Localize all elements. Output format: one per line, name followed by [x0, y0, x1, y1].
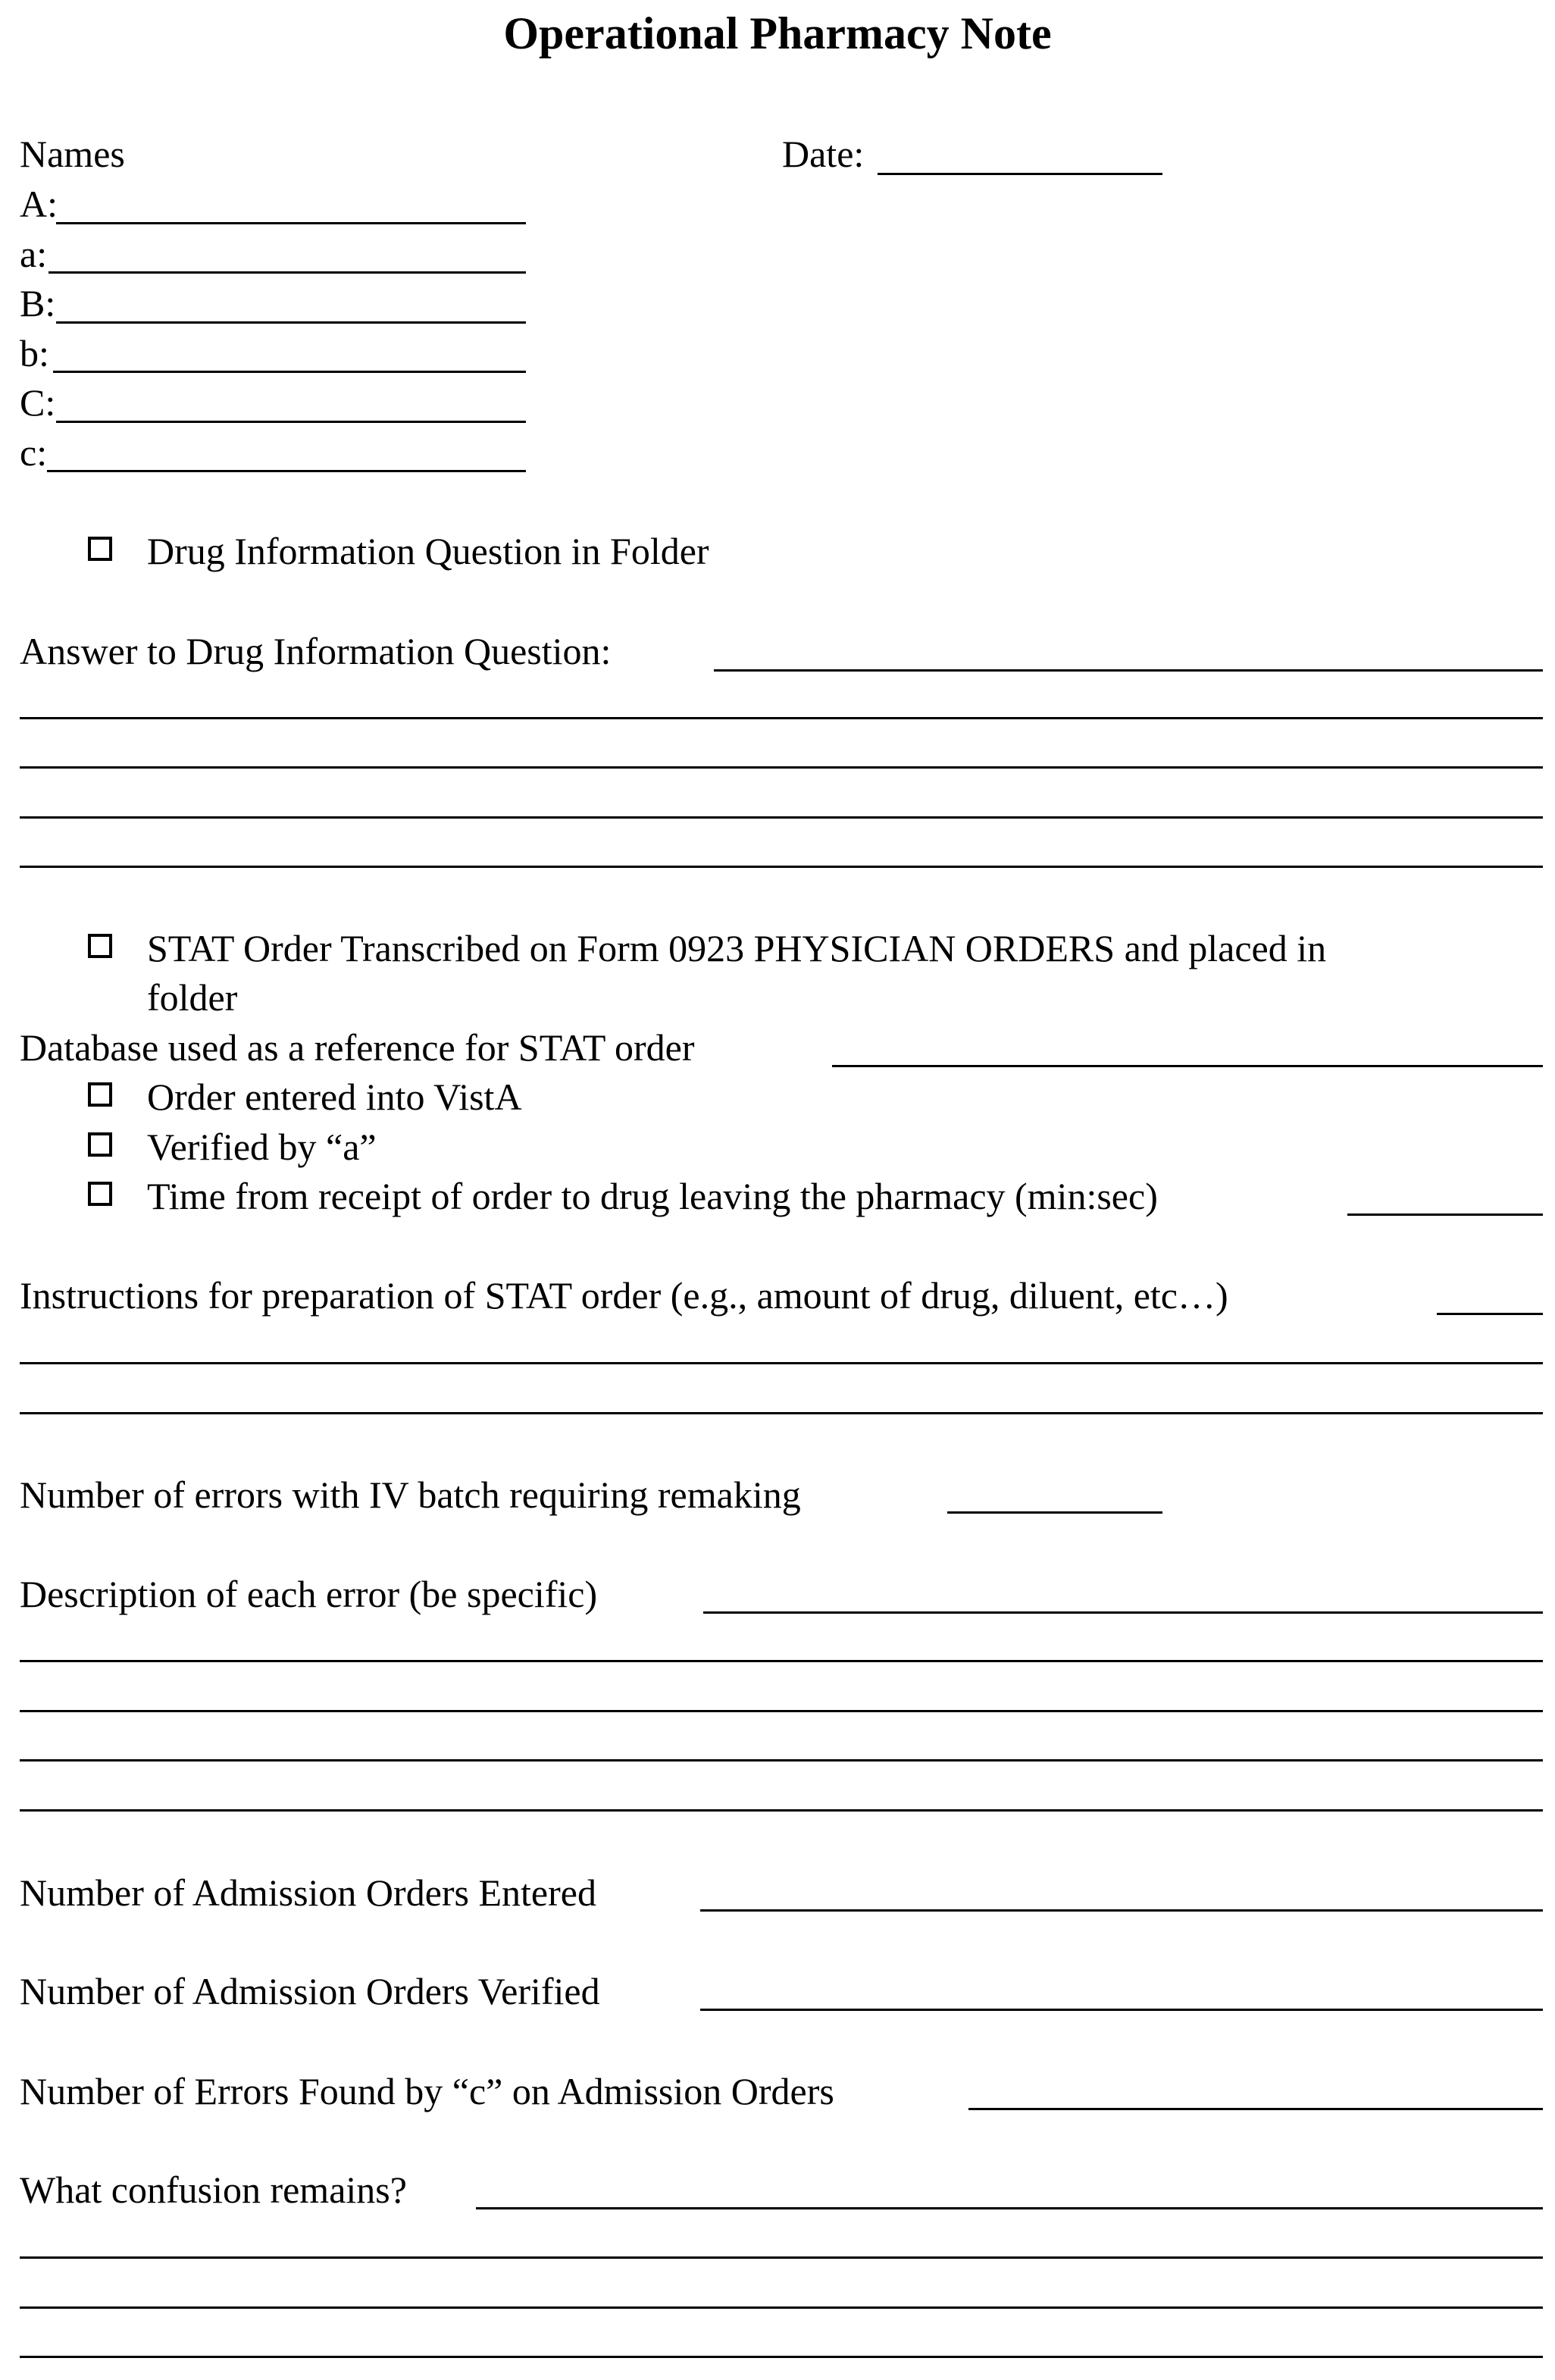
confusion-remains-line[interactable] — [20, 2306, 1543, 2309]
error-description-line[interactable] — [20, 1660, 1543, 1662]
admission-orders-verified-label: Number of Admission Orders Verified — [20, 1970, 600, 2012]
name-a-upper-field[interactable] — [56, 222, 526, 224]
admission-errors-field[interactable] — [968, 2108, 1543, 2110]
date-field[interactable] — [878, 173, 1162, 175]
stat-instructions-line[interactable] — [20, 1362, 1543, 1364]
confusion-remains-label: What confusion remains? — [20, 2169, 407, 2211]
name-c-upper-label: C: — [20, 381, 56, 424]
name-c-upper-field[interactable] — [56, 421, 526, 423]
error-description-label: Description of each error (be specific) — [20, 1573, 598, 1615]
date-label: Date: — [782, 133, 865, 175]
admission-orders-entered-label: Number of Admission Orders Entered — [20, 1871, 596, 1914]
drug-info-question-checkbox[interactable] — [88, 537, 112, 561]
stat-instructions-label: Instructions for preparation of STAT order (e.g., amount of drug, diluent, etc…) — [20, 1274, 1228, 1317]
stat-order-transcribed-checkbox[interactable] — [88, 934, 112, 958]
name-c-lower-label: c: — [20, 431, 48, 474]
drug-info-answer-line[interactable] — [20, 717, 1543, 719]
time-to-leave-pharmacy-label: Time from receipt of order to drug leaving the pharmacy (min:sec) — [147, 1175, 1158, 1217]
verified-by-a-checkbox[interactable] — [88, 1132, 112, 1157]
iv-batch-errors-field[interactable] — [947, 1511, 1162, 1514]
names-label: Names — [20, 133, 125, 175]
drug-info-answer-field[interactable] — [714, 669, 1543, 672]
verified-by-a-label: Verified by “a” — [147, 1126, 377, 1168]
stat-database-label: Database used as a reference for STAT order — [20, 1026, 695, 1069]
drug-info-question-label: Drug Information Question in Folder — [147, 530, 709, 572]
admission-errors-label: Number of Errors Found by “c” on Admission Orders — [20, 2070, 834, 2112]
stat-order-transcribed-label-cont: folder — [147, 976, 238, 1019]
confusion-remains-line[interactable] — [20, 2356, 1543, 2358]
order-entered-vista-label: Order entered into VistA — [147, 1076, 522, 1118]
name-a-lower-label: a: — [20, 233, 48, 275]
time-to-leave-pharmacy-checkbox[interactable] — [88, 1182, 112, 1206]
page-title: Operational Pharmacy Note — [503, 8, 1052, 58]
stat-order-transcribed-label: STAT Order Transcribed on Form 0923 PHYSICIAN ORDERS and placed in — [147, 927, 1327, 969]
drug-info-answer-label: Answer to Drug Information Question: — [20, 630, 612, 672]
name-b-lower-field[interactable] — [53, 371, 526, 373]
error-description-line[interactable] — [20, 1710, 1543, 1712]
iv-batch-errors-label: Number of errors with IV batch requiring remaking — [20, 1473, 801, 1516]
name-b-upper-label: B: — [20, 282, 56, 324]
name-a-lower-field[interactable] — [48, 271, 526, 274]
name-a-upper-label: A: — [20, 183, 58, 225]
stat-instructions-field[interactable] — [1437, 1313, 1543, 1315]
name-b-lower-label: b: — [20, 332, 49, 374]
name-b-upper-field[interactable] — [56, 321, 526, 324]
stat-instructions-line[interactable] — [20, 1412, 1543, 1414]
admission-orders-entered-field[interactable] — [700, 1909, 1543, 1912]
name-c-lower-field[interactable] — [47, 470, 526, 472]
drug-info-answer-line[interactable] — [20, 866, 1543, 868]
confusion-remains-line[interactable] — [20, 2256, 1543, 2259]
confusion-remains-field[interactable] — [476, 2207, 1543, 2209]
order-entered-vista-checkbox[interactable] — [88, 1082, 112, 1107]
error-description-field[interactable] — [703, 1611, 1543, 1614]
stat-database-field[interactable] — [832, 1065, 1543, 1067]
drug-info-answer-line[interactable] — [20, 816, 1543, 819]
error-description-line[interactable] — [20, 1759, 1543, 1762]
admission-orders-verified-field[interactable] — [700, 2009, 1543, 2011]
drug-info-answer-line[interactable] — [20, 766, 1543, 769]
time-to-leave-pharmacy-field[interactable] — [1347, 1213, 1543, 1216]
error-description-line[interactable] — [20, 1809, 1543, 1812]
